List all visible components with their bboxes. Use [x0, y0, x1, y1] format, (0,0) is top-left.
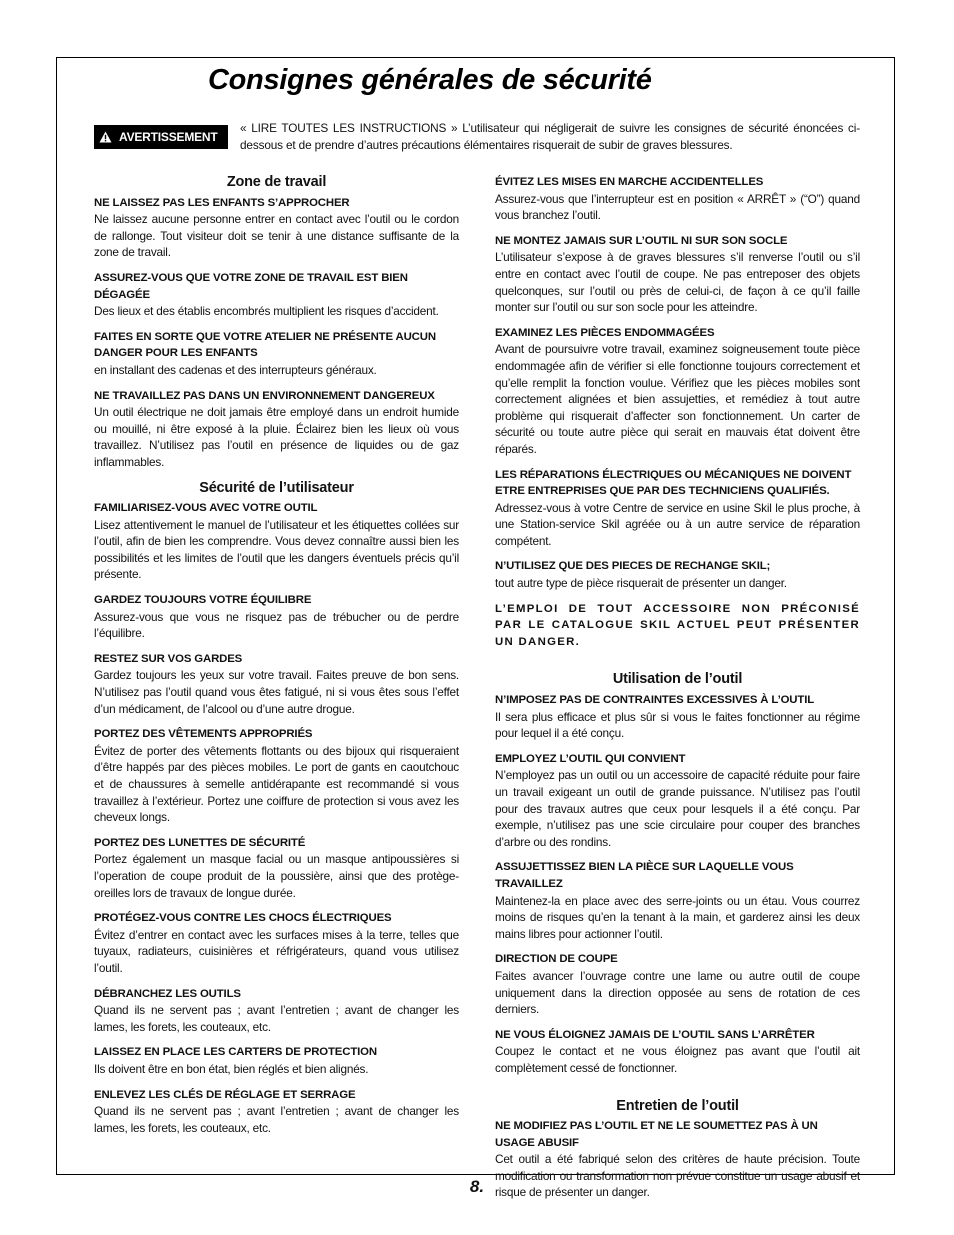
item-body: Maintenez-la en place avec des serre-joints ou un étau. Vous courrez moins de risques qu’en la tenant à la main, et garderez ainsi les deux mains libres pour actionner l’outil.	[495, 893, 860, 941]
left-column	[94, 174, 459, 1145]
item-body: Avant de poursuivre votre travail, examinez soigneusement toute pièce endommagée afin de vérifier si elle fonctionne toujours correctement et qu’elle remplit la fonction voulue. Vérifiez que les pièces mobiles sont correctement alignées et bien assujetties, et remédiez à tout autre problème qui risquerait d’affecter son fonctionnement. Un carter de sécurité ou toute autre pièce qui serait en mauvais état doivent être réparés.	[495, 342, 860, 456]
item-body: Gardez toujours les yeux sur votre travail. Faites preuve de bon sens. N’utilisez pas l’outil quand vous êtes fatigué, ni si vous êtes sous l’effet d’un médicament, de l’alcool ou d’une autre drogue.	[94, 668, 459, 716]
item-body: Adressez-vous à votre Centre de service en usine Skil le plus proche, à une Station-service Skil agréée ou à un autre service de réparation compétent.	[495, 500, 860, 548]
list-item	[94, 835, 459, 901]
list-item	[94, 986, 459, 1036]
item-heading: PORTEZ DES LUNETTES DE SÉCURITÉ	[94, 836, 306, 849]
list-item	[94, 910, 459, 976]
item-body: L’utilisateur s’expose à de graves blessures s’il renverse l’outil ou s’il entre en contact avec l’outil de coupe. Ne pas entreposer des objets quelconques, sur l’outil ou près de celui-ci, de façon à ce qu’il faille monter sur l’outil ou sur son socle pour les atteindre.	[495, 250, 860, 315]
item-body: Portez également un masque facial ou un masque antipoussières si l’operation de coupe produit de la poussière, ainsi que des protège-oreilles lors de travaux de longue durée.	[94, 852, 459, 900]
warning-badge	[94, 125, 228, 149]
item-body: Ne laissez aucune personne entrer en contact avec l’outil ou le cordon de rallonge. Tout visiteur doit se tenir à une distance suffisante de la zone de travail.	[94, 212, 459, 260]
item-body: Il sera plus efficace et plus sûr si vous le faites fonctionner au régime pour lequel il a été conçu.	[495, 709, 860, 741]
item-body: N’employez pas un outil ou un accessoire de capacité réduite pour faire un travail exigeant un outil de grande puissance. N’utilisez pas l’outil pour des travaux autres que ceux pour lesquels il a été conçu. Par exemple, n’utilisez pas une scie circulaire pour couper des branches d’arbre ou des rondins.	[495, 768, 860, 849]
list-item	[495, 692, 860, 742]
warning-label: AVERTISSEMENT	[119, 130, 218, 144]
list-item	[495, 1027, 860, 1077]
list-item	[94, 651, 459, 717]
item-heading: NE LAISSEZ PAS LES ENFANTS S’APPROCHER	[94, 196, 350, 209]
item-body: Assurez-vous que vous ne risquez pas de trébucher ou de perdre l’équilibre.	[94, 609, 459, 641]
list-item	[94, 500, 459, 583]
item-heading: FAMILIARISEZ-VOUS AVEC VOTRE OUTIL	[94, 502, 318, 515]
item-body: Ils doivent être en bon état, bien réglés et bien alignés.	[94, 1061, 369, 1076]
list-item	[94, 1087, 459, 1137]
item-body: Quand ils ne servent pas ; avant l’entretien ; avant de changer les lames, les forets, les couteaux, etc.	[94, 1003, 459, 1034]
item-heading: ASSUJETTISSEZ BIEN LA PIÈCE SUR LAQUELLE VOUS TRAVAILLEZ	[495, 861, 794, 890]
item-body: Lisez attentivement le manuel de l’utilisateur et les étiquettes collées sur l’outil, afin de bien les comprendre. Vous devez connaître aussi bien les possibilités et les limites de l’outil que les dangers éventuels précis qu’il présente.	[94, 517, 459, 582]
list-item	[94, 592, 459, 642]
item-body: Évitez d’entrer en contact avec les surfaces mises à la terre, telles que tuyaux, radiateurs, cuisinières et réfrigérateurs, quand vous utilisez l’outil.	[94, 927, 459, 975]
list-item	[94, 270, 459, 320]
list-item	[495, 601, 860, 651]
item-heading: LAISSEZ EN PLACE LES CARTERS DE PROTECTION	[94, 1046, 377, 1059]
item-body: Des lieux et des établis encombrés multiplient les risques d’accident.	[94, 304, 439, 319]
item-heading: EMPLOYEZ L’OUTIL QUI CONVIENT	[495, 752, 686, 765]
item-heading: NE TRAVAILLEZ PAS DANS UN ENVIRONNEMENT DANGEREUX	[94, 389, 435, 402]
item-heading: NE VOUS ÉLOIGNEZ JAMAIS DE L’OUTIL SANS L’ARRÊTER	[495, 1028, 815, 1041]
list-item	[495, 325, 860, 458]
list-item	[495, 467, 860, 550]
item-heading: ÉVITEZ LES MISES EN MARCHE ACCIDENTELLES	[495, 176, 764, 188]
list-item	[94, 329, 459, 379]
list-item	[495, 174, 860, 224]
item-heading: NE MONTEZ JAMAIS SUR L’OUTIL NI SUR SON SOCLE	[495, 234, 788, 247]
item-heading: PROTÉGEZ-VOUS CONTRE LES CHOCS ÉLECTRIQUES	[94, 912, 392, 925]
item-heading: DIRECTION DE COUPE	[495, 953, 618, 966]
section-title-work-area: Zone de travail	[226, 174, 327, 190]
section-title-user-safety: Sécurité de l’utilisateur	[199, 479, 354, 496]
item-body: Coupez le contact et ne vous éloignez pas avant que l’outil ait complètement cessé de fonctionner.	[495, 1044, 860, 1075]
list-item	[495, 859, 860, 942]
item-heading: LES RÉPARATIONS ÉLECTRIQUES OU MÉCANIQUES NE DOIVENT ETRE ENTREPRISES QUE PAR DES TECHNICIENS QUALIFIÉS.	[495, 468, 852, 498]
right-column	[495, 174, 860, 1210]
list-item	[495, 751, 860, 851]
list-item	[495, 951, 860, 1017]
list-item	[94, 195, 459, 261]
item-body: tout autre type de pièce risquerait de présenter un danger.	[495, 576, 787, 591]
list-item	[495, 558, 860, 591]
item-heading: EXAMINEZ LES PIÈCES ENDOMMAGÉES	[495, 326, 715, 339]
item-body: Quand ils ne servent pas ; avant l’entretien ; avant de changer les lames, les forets, les couteaux, etc.	[94, 1104, 459, 1135]
item-heading: ENLEVEZ LES CLÉS DE RÉGLAGE ET SERRAGE	[94, 1088, 356, 1101]
page-title: Consignes générales de sécurité	[208, 64, 652, 96]
item-heading: NE MODIFIEZ PAS L’OUTIL ET NE LE SOUMETTEZ PAS À UN USAGE ABUSIF	[495, 1120, 818, 1149]
item-body: Un outil électrique ne doit jamais être employé dans un endroit humide ou mouillé, ni être exposé à la pluie. Éclairez bien les lieux où vous travaillez. N’utilisez pas l’outil en présence de liquides ou de gaz inflammables.	[94, 405, 459, 469]
item-heading: N’UTILISEZ QUE DES PIECES DE RECHANGE SKIL;	[495, 560, 771, 573]
list-item	[94, 388, 459, 471]
item-heading: N’IMPOSEZ PAS DE CONTRAINTES EXCESSIVES À L’OUTIL	[495, 694, 815, 707]
item-heading: PORTEZ DES VÊTEMENTS APPROPRIÉS	[94, 728, 313, 741]
warning-triangle-icon	[99, 131, 112, 143]
item-heading: GARDEZ TOUJOURS VOTRE ÉQUILIBRE	[94, 594, 312, 607]
list-item	[94, 1044, 459, 1077]
item-body: Assurez-vous que l’interrupteur est en position « ARRÊT » (“O”) quand vous branchez l’outil.	[495, 191, 860, 223]
item-heading: DÉBRANCHEZ LES OUTILS	[94, 987, 241, 1000]
item-heading: RESTEZ SUR VOS GARDES	[94, 652, 243, 665]
item-heading: FAITES EN SORTE QUE VOTRE ATELIER NE PRÉSENTE AUCUN DANGER POUR LES ENFANTS	[94, 330, 436, 360]
item-body: Faites avancer l’ouvrage contre une lame ou autre outil de coupe uniquement dans la direction opposée au sens de rotation de ces derniers.	[495, 968, 860, 1017]
item-body: en installant des cadenas et des interrupteurs généraux.	[94, 362, 377, 377]
section-title-maintenance: Entretien de l’outil	[616, 1097, 739, 1114]
item-body: Évitez de porter des vêtements flottants ou des bijoux qui risqueraient d’être happés par des pièces mobiles. Le port de gants en caoutchouc et de chaussures à semelle antidérapante est recommandé si vous travaillez à l’extérieur. Portez une coiffure de protection si vous avez les cheveux longs.	[94, 743, 459, 825]
warning-text: « LIRE TOUTES LES INSTRUCTIONS » L’utilisateur qui négligerait de suivre les consignes de sécurité énoncées ci-dessous et de prendre d’autres précautions élémentaires risquerait de subir de graves blessures.	[240, 121, 860, 152]
item-body: Cet outil a été fabriqué selon des critères de haute précision. Toute modification ou transformation non prévue constitue un usage abusif et risque de présenter un danger.	[495, 1152, 860, 1200]
list-item	[495, 233, 860, 316]
section-title-tool-use: Utilisation de l’outil	[612, 671, 743, 688]
page-number: 8.	[469, 1177, 485, 1196]
item-heading: L’EMPLOI DE TOUT ACCESSOIRE NON PRÉCONISÉ PAR LE CATALOGUE SKIL ACTUEL PEUT PRÉSENTER UN DANGER.	[495, 602, 860, 648]
item-heading: ASSUREZ-VOUS QUE VOTRE ZONE DE TRAVAIL EST BIEN DÉGAGÉE	[94, 271, 408, 301]
list-item	[94, 726, 459, 826]
